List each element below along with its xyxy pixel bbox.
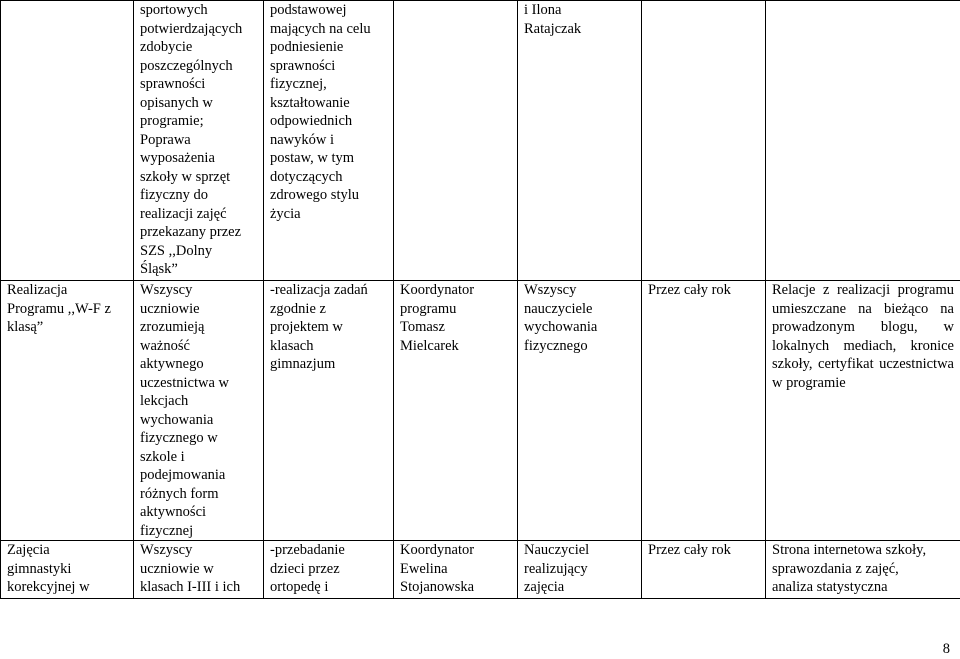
cell-text: Realizacja Programu ,,W-F z klasą”	[7, 281, 127, 337]
table-cell	[642, 1, 766, 281]
table-cell	[394, 281, 518, 541]
cell-text: Koordynator programu Tomasz Mielcarek	[400, 281, 511, 355]
table-cell	[394, 541, 518, 599]
table-cell	[394, 1, 518, 281]
table-cell	[134, 1, 264, 281]
cell-text: Relacje z realizacji programu umieszczane na bieżąco na prowadzonym blogu, w lokalnych mediach, kronice szkoły, certyfikat uczestnictwa w programie	[772, 281, 954, 392]
table-cell	[518, 281, 642, 541]
cell-text: i Ilona Ratajczak	[524, 1, 635, 38]
table-cell	[642, 541, 766, 599]
table-cell	[264, 281, 394, 541]
table-cell	[134, 281, 264, 541]
table-row	[1, 1, 960, 281]
cell-text: Wszyscy uczniowie zrozumieją ważność aktywnego uczestnictwa w lekcjach wychowania fizycznego w szkole i podejmowania różnych form aktywności fizycznej	[140, 281, 257, 540]
table-cell	[264, 541, 394, 599]
table-cell	[766, 1, 960, 281]
cell-text: Koordynator Ewelina Stojanowska	[400, 541, 511, 597]
table-cell	[642, 281, 766, 541]
cell-text: Nauczyciel realizujący zajęcia	[524, 541, 635, 597]
table-row	[1, 281, 960, 541]
table-cell	[134, 541, 264, 599]
page-number: 8	[943, 640, 950, 659]
cell-text: Wszyscy uczniowie w klasach I-III i ich	[140, 541, 257, 597]
table-cell	[1, 281, 134, 541]
cell-text: -realizacja zadań zgodnie z projektem w klasach gimnazjum	[270, 281, 387, 374]
table-cell	[518, 541, 642, 599]
cell-text: podstawowej mających na celu podniesienie sprawności fizycznej, kształtowanie odpowiednich nawyków i postaw, w tym dotyczących zdrowego stylu życia	[270, 1, 387, 223]
cell-text: Zajęcia gimnastyki korekcyjnej w	[7, 541, 127, 597]
table-cell	[766, 541, 960, 599]
cell-text: -przebadanie dzieci przez ortopedę i	[270, 541, 387, 597]
table-cell	[1, 1, 134, 281]
cell-text: sportowych potwierdzających zdobycie poszczególnych sprawności opisanych w programie; Poprawa wyposażenia szkoły w sprzęt fizyczny do realizacji zajęć przekazany przez SZS ,,Dolny Śląsk”	[140, 1, 257, 279]
table-cell	[264, 1, 394, 281]
cell-text: Przez cały rok	[648, 281, 759, 300]
cell-text: Przez cały rok	[648, 541, 759, 560]
cell-text: Strona internetowa szkoły, sprawozdania z zajęć, analiza statystyczna	[772, 541, 954, 597]
table-cell	[518, 1, 642, 281]
table-row	[1, 541, 960, 599]
table-cell	[766, 281, 960, 541]
table-cell	[1, 541, 134, 599]
cell-text: Wszyscy nauczyciele wychowania fizycznego	[524, 281, 635, 355]
